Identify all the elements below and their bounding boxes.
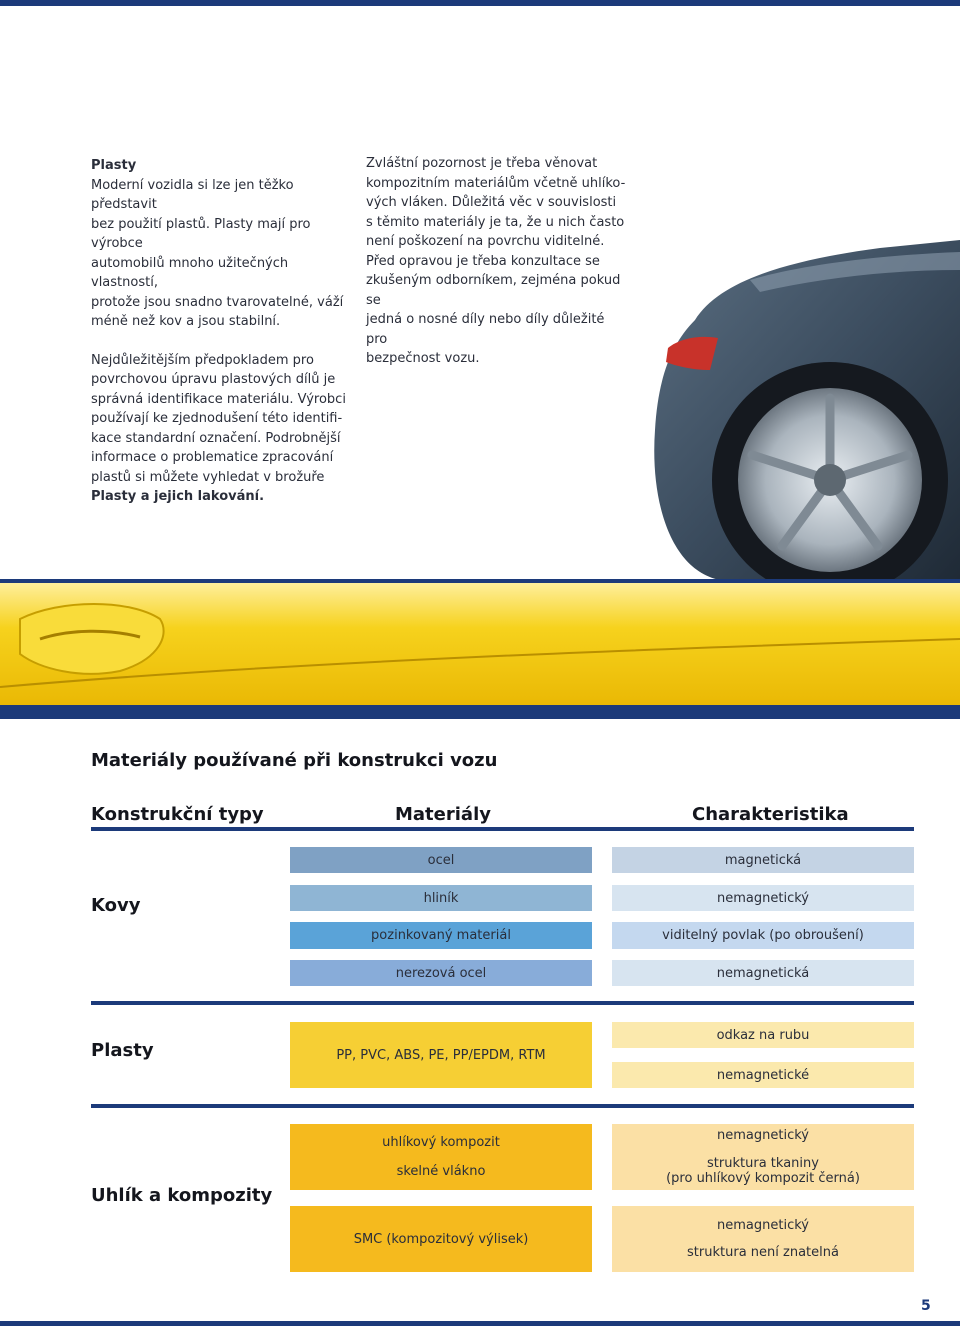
intro-paragraph-2 <box>91 351 356 507</box>
characteristic-cell: nemagnetické <box>612 1062 914 1088</box>
characteristic-cell <box>612 1124 914 1190</box>
material-cell: SMC (kompozitový výlisek) <box>290 1206 592 1272</box>
material-cell: ocel <box>290 847 592 873</box>
material-line: uhlíkový kompozit <box>382 1135 500 1150</box>
text-line: bez použití plastů. Plasty mají pro výrobce <box>91 216 311 251</box>
group-divider <box>91 1001 914 1005</box>
text-line: správná identifikace materiálu. Výrobci <box>91 391 346 407</box>
characteristic-cell: nemagnetická <box>612 960 914 986</box>
characteristic-line: (pro uhlíkový kompozit černá) <box>666 1171 860 1186</box>
intro-paragraph-1 <box>91 176 356 332</box>
group-label-metals: Kovy <box>91 895 141 916</box>
material-cell: PP, PVC, ABS, PE, PP/EPDM, RTM <box>290 1022 592 1088</box>
text-line: méně než kov a jsou stabilní. <box>91 314 281 329</box>
characteristic-cell: nemagnetický <box>612 885 914 911</box>
page-number: 5 <box>921 1298 931 1314</box>
material-cell: nerezová ocel <box>290 960 592 986</box>
brochure-title: Plasty a jejich lakování. <box>91 489 265 504</box>
car-rear-photo <box>600 170 960 580</box>
text-line: informace o problematice zpracování <box>91 450 334 465</box>
text-line: kace standardní označení. Podrobnější <box>91 430 341 446</box>
text-line: Nejdůležitějším předpokladem pro <box>91 352 314 368</box>
intro-paragraph-3 <box>366 154 628 369</box>
text-line: kompozitním materiálům včetně uhlíko- <box>366 175 626 191</box>
text-line: bezpečnost vozu. <box>366 351 480 366</box>
top-border <box>0 0 960 6</box>
text-line: Moderní vozidla si lze jen těžko představit <box>91 177 294 212</box>
material-cell <box>290 1124 592 1190</box>
text-line: zkušeným odborníkem, zejména pokud se <box>366 273 621 308</box>
characteristic-line: nemagnetický <box>717 1218 809 1233</box>
group-label-plastics: Plasty <box>91 1040 154 1061</box>
intro-right-column <box>366 154 628 369</box>
text-line: Před opravou je třeba konzultace se <box>366 253 600 269</box>
intro-left-column <box>91 156 356 507</box>
group-label-composites: Uhlík a kompozity <box>91 1185 273 1206</box>
header-materials: Materiály <box>395 804 491 825</box>
header-divider <box>91 827 914 831</box>
characteristic-line: struktura tkaniny <box>707 1156 819 1171</box>
text-line: používají ke zjednodušení této identifi- <box>91 411 343 426</box>
characteristic-line: nemagnetický <box>717 1128 809 1143</box>
text-line: protože jsou snadno tvarovatelné, váží <box>91 294 344 310</box>
bottom-border <box>0 1321 960 1326</box>
characteristic-cell: viditelný povlak (po obroušení) <box>612 922 914 949</box>
table-title: Materiály používané při konstrukci vozu <box>91 750 498 771</box>
text-line: plastů si můžete vyhledat v brožuře <box>91 469 325 485</box>
characteristic-cell: odkaz na rubu <box>612 1022 914 1048</box>
section-heading-plasty: Plasty <box>91 158 137 173</box>
header-characteristics: Charakteristika <box>692 804 849 825</box>
text-line: jedná o nosné díly nebo díly důležité pro <box>366 312 605 347</box>
characteristic-line: struktura není znatelná <box>687 1245 839 1260</box>
text-line: není poškození na povrchu viditelné. <box>366 234 605 249</box>
header-construction-types: Konstrukční typy <box>91 804 264 825</box>
characteristic-cell <box>612 1206 914 1272</box>
text-line: Zvláštní pozornost je třeba věnovat <box>366 156 598 171</box>
yellow-car-door-photo <box>0 579 960 719</box>
material-cell: pozinkovaný materiál <box>290 922 592 949</box>
group-divider <box>91 1104 914 1108</box>
text-line: s těmito materiály je ta, že u nich často <box>366 214 625 230</box>
material-cell: hliník <box>290 885 592 911</box>
characteristic-cell: magnetická <box>612 847 914 873</box>
text-line: vých vláken. Důležitá věc v souvislosti <box>366 195 617 210</box>
material-line: skelné vlákno <box>396 1164 486 1179</box>
text-line: automobilů mnoho užitečných vlastností, <box>91 255 289 290</box>
text-line: povrchovou úpravu plastových dílů je <box>91 372 336 387</box>
